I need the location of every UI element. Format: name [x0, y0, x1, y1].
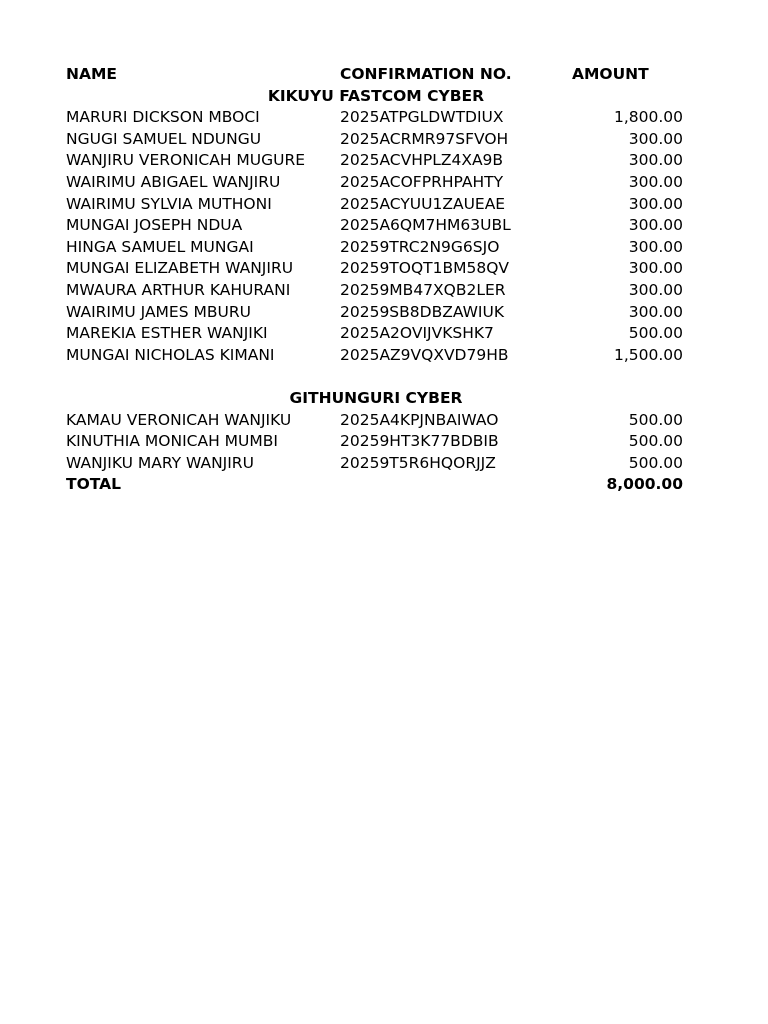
row-confirmation: 20259SB8DBZAWIUK [340, 302, 504, 321]
row-confirmation: 2025AZ9VQXVD79HB [340, 345, 509, 364]
row-amount: 500.00 [628, 453, 683, 472]
row-confirmation: 2025ATPGLDWTDIUX [340, 108, 504, 127]
row-name: WAIRIMU JAMES MBURU [66, 302, 251, 321]
row-amount: 500.00 [628, 324, 683, 343]
table-row [66, 345, 686, 367]
row-amount: 300.00 [628, 151, 683, 170]
section-title-githunguri: GITHUNGURI CYBER [289, 388, 463, 407]
row-amount: 300.00 [628, 302, 683, 321]
row-confirmation: 2025ACVHPLZ4XA9B [340, 151, 504, 170]
table-row [66, 323, 686, 345]
row-name: WAIRIMU SYLVIA MUTHONI [66, 194, 272, 213]
row-confirmation: 2025A4KPJNBAIWAO [340, 410, 499, 429]
row-confirmation: 20259MB47XQB2LER [340, 280, 506, 299]
section-spacer [66, 366, 686, 388]
row-confirmation: 20259TOQT1BM58QV [340, 259, 510, 278]
row-amount: 500.00 [628, 432, 683, 451]
total-label: TOTAL [66, 475, 121, 494]
row-name: MAREKIA ESTHER WANJIKI [66, 324, 268, 343]
row-amount: 300.00 [628, 194, 683, 213]
row-name: WANJIKU MARY WANJIRU [66, 453, 254, 472]
row-confirmation: 20259T5R6HQORJJZ [340, 453, 496, 472]
row-name: MUNGAI ELIZABETH WANJIRU [66, 259, 294, 278]
table-row [66, 431, 686, 453]
row-name: WANJIRU VERONICAH MUGURE [66, 151, 306, 170]
row-amount: 300.00 [628, 259, 683, 278]
section-title-kikuyu: KIKUYU FASTCOM CYBER [267, 86, 485, 105]
row-name: MUNGAI NICHOLAS KIMANI [66, 345, 275, 364]
table-row [66, 302, 686, 324]
table-row [66, 194, 686, 216]
total-amount: 8,000.00 [606, 475, 683, 494]
row-name: HINGA SAMUEL MUNGAI [66, 237, 254, 256]
row-name: MUNGAI JOSEPH NDUA [66, 216, 243, 235]
table-row [66, 172, 686, 194]
row-name: NGUGI SAMUEL NDUNGU [66, 129, 262, 148]
row-confirmation: 2025ACOFPRHPAHTY [340, 172, 504, 191]
header-name: NAME [66, 65, 117, 83]
total-row [66, 474, 686, 496]
row-amount: 300.00 [628, 280, 683, 299]
table-row [66, 258, 686, 280]
header-row [66, 64, 686, 86]
table-row [66, 280, 686, 302]
row-confirmation: 2025A6QM7HM63UBL [340, 216, 511, 235]
row-confirmation: 2025ACRMR97SFVOH [340, 129, 509, 148]
row-amount: 300.00 [628, 129, 683, 148]
table-row [66, 129, 686, 151]
row-confirmation: 20259TRC2N9G6SJO [340, 237, 500, 256]
row-confirmation: 2025A2OVIJVKSHK7 [340, 324, 494, 343]
row-amount: 1,500.00 [613, 345, 683, 364]
row-confirmation: 2025ACYUU1ZAUEAE [340, 194, 506, 213]
row-name: MWAURA ARTHUR KAHURANI [66, 280, 291, 299]
row-amount: 300.00 [628, 172, 683, 191]
table-row [66, 215, 686, 237]
row-amount: 500.00 [628, 410, 683, 429]
row-amount: 1,800.00 [613, 108, 683, 127]
table-row [66, 453, 686, 475]
header-amount: AMOUNT [572, 65, 649, 83]
header-confirmation: CONFIRMATION NO. [340, 65, 512, 83]
payment-sheet [66, 64, 686, 496]
row-amount: 300.00 [628, 237, 683, 256]
row-name: KINUTHIA MONICAH MUMBI [66, 432, 278, 451]
row-amount: 300.00 [628, 216, 683, 235]
row-confirmation: 20259HT3K77BDBIB [340, 432, 499, 451]
row-name: WAIRIMU ABIGAEL WANJIRU [66, 172, 281, 191]
row-name: MARURI DICKSON MBOCI [66, 108, 260, 127]
table-row [66, 150, 686, 172]
table-row [66, 410, 686, 432]
table-row [66, 107, 686, 129]
row-name: KAMAU VERONICAH WANJIKU [66, 410, 292, 429]
table-row [66, 237, 686, 259]
